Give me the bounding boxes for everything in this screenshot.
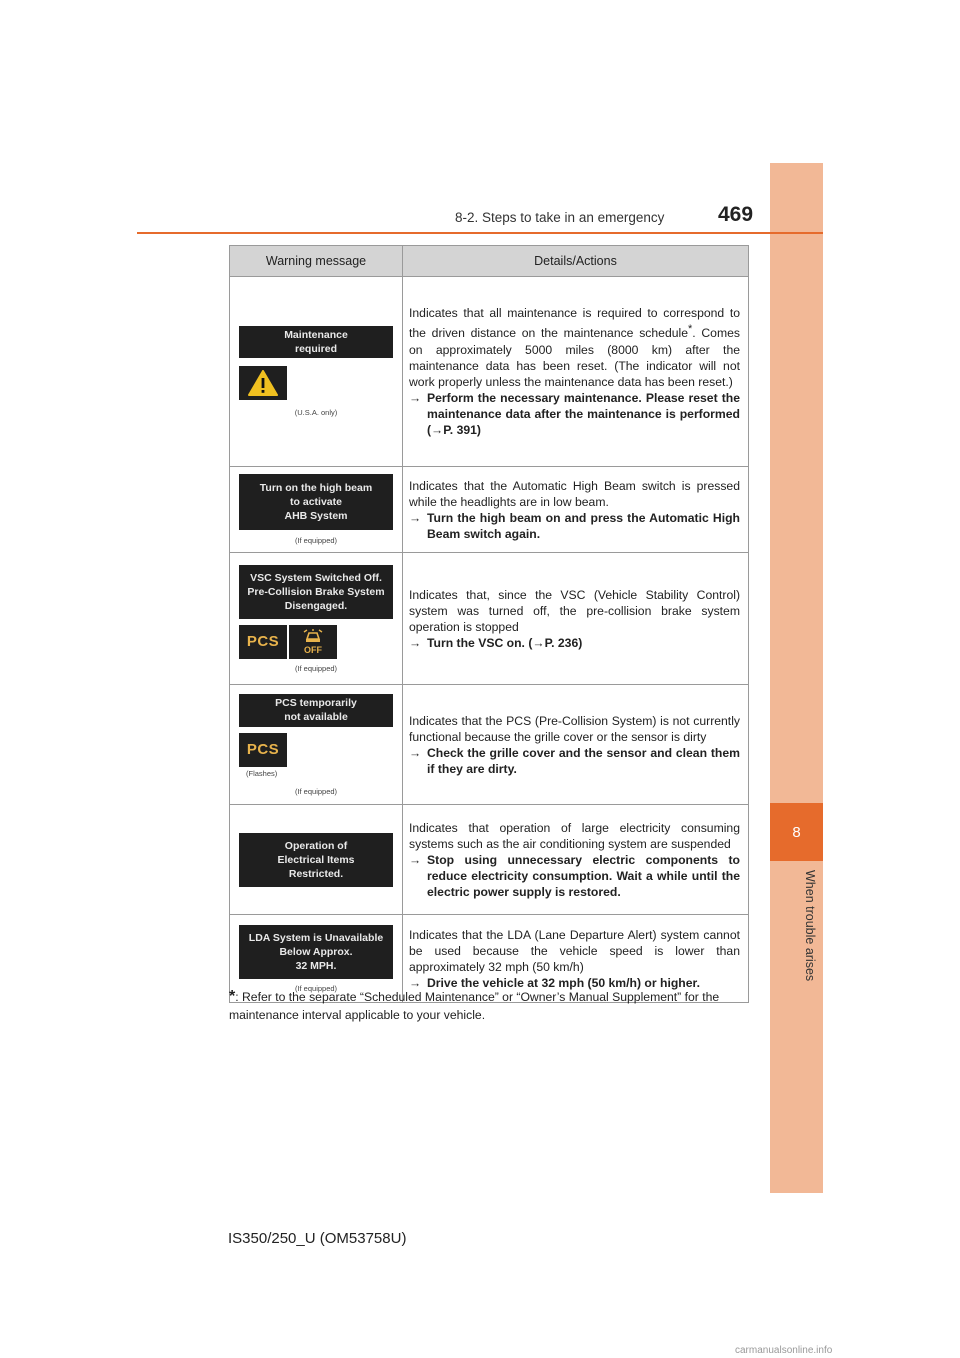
display-ahb: Turn on the high beam to activate AHB System <box>239 474 393 530</box>
table-row <box>230 805 749 915</box>
display-vsc-off: VSC System Switched Off. Pre-Collision Brake System Disengaged. <box>239 565 393 619</box>
note-if-equipped: (If equipped) <box>294 786 338 796</box>
message-cell <box>230 277 403 467</box>
note-if-equipped: (If equipped) <box>294 983 338 993</box>
table-row <box>230 553 749 685</box>
pcs-icon: PCS <box>239 625 287 659</box>
note-if-equipped: (If equipped) <box>294 663 338 673</box>
display-pcs-unavailable: PCS temporarily not available <box>239 694 393 727</box>
action: → Stop using unnecessary electric components to reduce electricity consumption. Wait a while until the electric power supply is restored. <box>409 852 740 899</box>
action: → Perform the necessary maintenance. Please reset the maintenance data after the maintenance is performed (→P. 391) <box>409 390 740 437</box>
warning-triangle-icon <box>239 366 287 400</box>
table-row <box>230 467 749 553</box>
model-code: IS350/250_U (OM53758U) <box>228 1230 407 1247</box>
details-cell: Indicates that the LDA (Lane Departure Alert) system cannot be used because the vehicle speed is lower than approximately 32 mph (50 km/h) → Drive the vehicle at 32 mph (50 km/h) or higher. <box>403 915 749 1003</box>
message-cell <box>230 553 403 685</box>
action: → Check the grille cover and the sensor and clean them if they are dirty. <box>409 745 740 776</box>
action: → Turn the high beam on and press the Automatic High Beam switch again. <box>409 510 740 541</box>
footnote: *: Refer to the separate “Scheduled Maintenance” or “Owner’s Manual Supplement” for the maintenance interval applicable to your vehicle. <box>229 988 720 1022</box>
display-maintenance-required: Maintenance required <box>239 326 393 358</box>
col-details-actions: Details/Actions <box>403 246 749 277</box>
message-cell <box>230 467 403 553</box>
display-lda-unavailable: LDA System is Unavailable Below Approx. 32 MPH. <box>239 925 393 979</box>
chapter-sidebar <box>770 163 823 1193</box>
pcs-off-icon: OFF <box>289 625 337 659</box>
header-rule <box>137 232 823 234</box>
watermark: carmanualsonline.info <box>735 1345 833 1356</box>
table-row <box>230 685 749 805</box>
note-usa-only: (U.S.A. only) <box>294 408 338 417</box>
details-cell: Indicates that operation of large electricity consuming systems such as the air conditioning system are suspended → Stop using unnecessary electric components to reduce electricity consumption. Wait a while until the electric power supply is restored. <box>403 805 749 915</box>
chapter-number: 8 <box>770 803 823 861</box>
note-if-equipped: (If equipped) <box>294 536 338 545</box>
message-cell <box>230 805 403 915</box>
details-cell: Indicates that, since the VSC (Vehicle Stability Control) system was turned off, the pre-collision brake system operation is stopped → Turn the VSC on. (→P. 236) <box>403 553 749 685</box>
details-cell: Indicates that the PCS (Pre-Collision System) is not currently functional because the grille cover or the sensor is dirty → Check the grille cover and the sensor and clean them if they are dirty. <box>403 685 749 805</box>
details-cell: Indicates that the Automatic High Beam switch is pressed while the headlights are in low beam. → Turn the high beam on and press the Automatic High Beam switch again. <box>403 467 749 553</box>
display-electrical-restricted: Operation of Electrical Items Restricted. <box>239 833 393 887</box>
table-row <box>230 277 749 467</box>
note-flashes: (Flashes) <box>246 768 278 778</box>
chapter-title: When trouble arises <box>803 870 817 982</box>
table-header-row <box>230 246 749 277</box>
page-number: 469 <box>718 203 754 226</box>
pcs-icon: PCS <box>239 733 287 767</box>
col-warning-message: Warning message <box>230 246 403 277</box>
details-cell: Indicates that all maintenance is required to correspond to the driven distance on the maintenance schedule*. Comes on approximately 5000 miles (8000 km) after the maintenance data has been reset. (The indicator will not work properly unless the maintenance data has been reset.) → Perform the necessary maintenance. Please reset the maintenance data after the maintenance is performed (→P. 391) <box>403 277 749 467</box>
action: → Turn the VSC on. (→P. 236) <box>409 635 583 650</box>
action: → Drive the vehicle at 32 mph (50 km/h) or higher. <box>409 975 700 990</box>
warning-message-table <box>229 245 749 1003</box>
section-title: 8-2. Steps to take in an emergency <box>455 210 665 225</box>
message-cell <box>230 685 403 805</box>
